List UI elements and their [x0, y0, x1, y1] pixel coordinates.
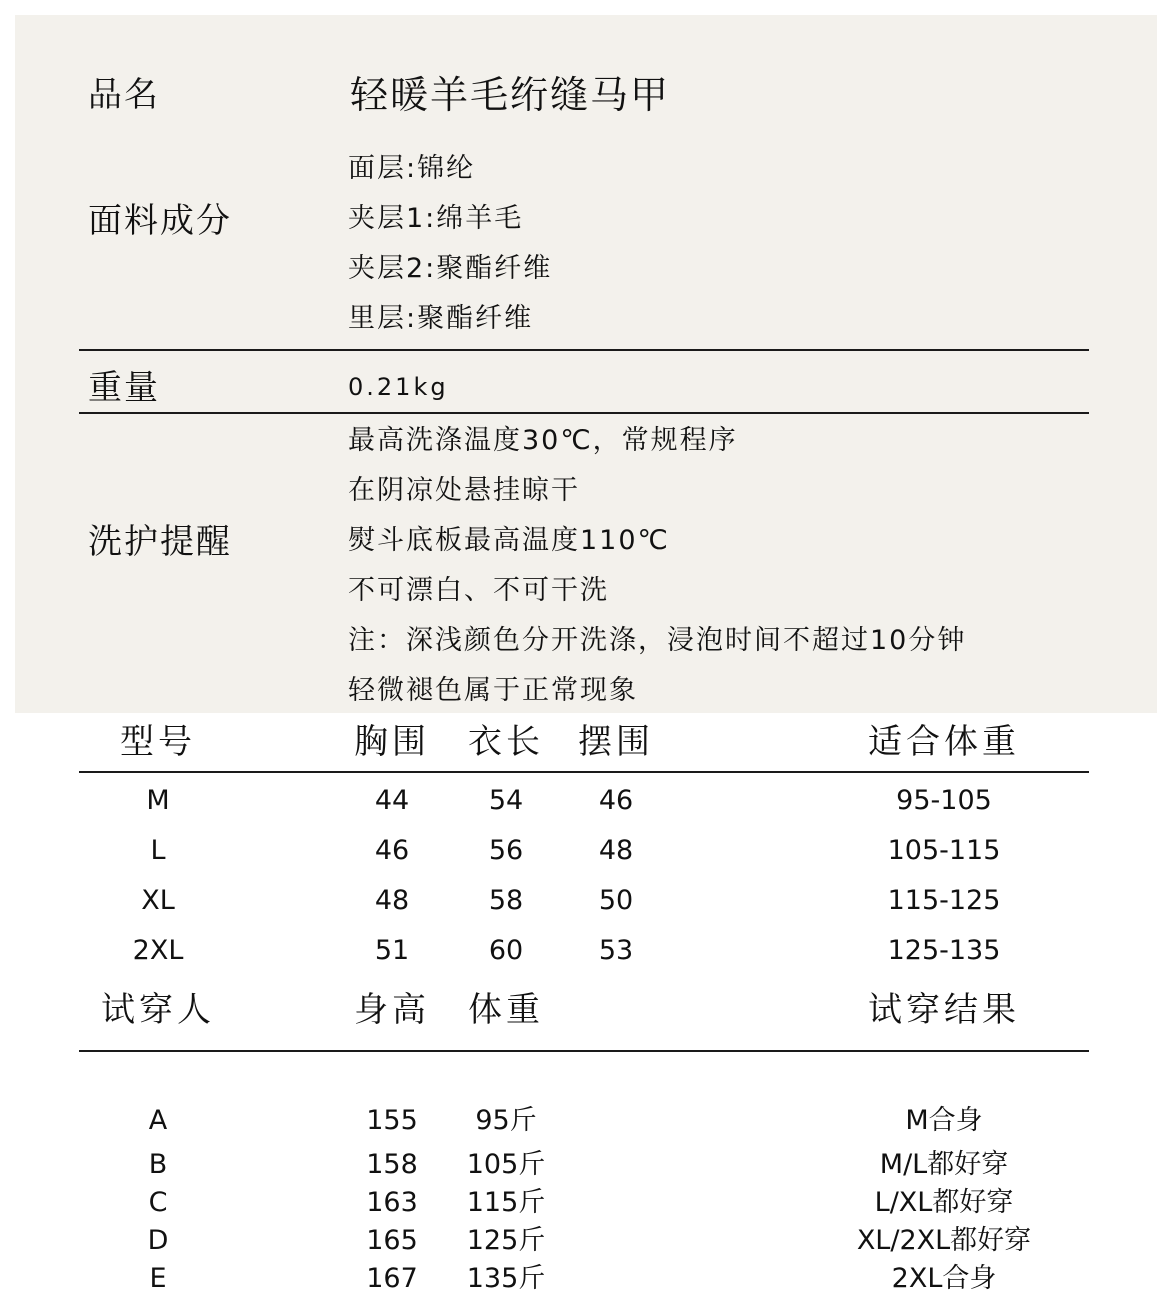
care-line: 在阴凉处悬挂晾干 — [348, 475, 580, 506]
info-panel — [15, 15, 1157, 713]
size-cell: 46 — [374, 835, 410, 866]
size-header-weight: 适合体重 — [868, 722, 1020, 762]
fit-cell: 2XL合身 — [891, 1263, 997, 1294]
fabric-line: 里层:聚酯纤维 — [348, 303, 534, 334]
size-cell: 2XL — [132, 935, 184, 966]
size-cell: XL — [141, 885, 175, 916]
fit-header-result: 试穿结果 — [868, 990, 1020, 1030]
care-line: 熨斗底板最高温度110℃ — [348, 525, 670, 556]
fit-cell: 155 — [366, 1105, 418, 1136]
size-cell: 51 — [374, 935, 410, 966]
product-name-label: 品名 — [88, 75, 160, 115]
fit-cell: D — [147, 1225, 169, 1256]
fabric-label: 面料成分 — [88, 201, 232, 241]
care-line: 轻微褪色属于正常现象 — [348, 675, 638, 706]
fabric-line: 夹层1:绵羊毛 — [348, 203, 524, 234]
fit-cell: M合身 — [905, 1105, 983, 1136]
fit-cell: C — [148, 1187, 168, 1218]
size-cell: M — [146, 785, 170, 816]
fit-header-tester: 试穿人 — [101, 990, 215, 1030]
weight-label: 重量 — [88, 368, 160, 408]
size-cell: 50 — [598, 885, 634, 916]
fit-cell: 167 — [366, 1263, 418, 1294]
size-cell: 54 — [488, 785, 524, 816]
size-header-length: 衣长 — [468, 722, 544, 762]
size-header-hem: 摆围 — [578, 722, 654, 762]
fit-cell: XL/2XL都好穿 — [856, 1225, 1032, 1256]
fit-cell: 135斤 — [466, 1263, 546, 1294]
fit-cell: 165 — [366, 1225, 418, 1256]
divider — [79, 1050, 1089, 1052]
size-header-chest: 胸围 — [354, 722, 430, 762]
size-cell: 56 — [488, 835, 524, 866]
size-cell: 95-105 — [896, 785, 992, 816]
size-cell: 53 — [598, 935, 634, 966]
divider — [79, 412, 1089, 414]
fit-cell: 158 — [366, 1149, 418, 1180]
size-cell: 46 — [598, 785, 634, 816]
size-cell: 44 — [374, 785, 410, 816]
size-header-model: 型号 — [120, 722, 196, 762]
size-cell: 105-115 — [887, 835, 1001, 866]
fit-cell: 125斤 — [466, 1225, 546, 1256]
fit-cell: E — [149, 1263, 167, 1294]
fit-cell: 163 — [366, 1187, 418, 1218]
size-cell: 58 — [488, 885, 524, 916]
fit-cell: M/L都好穿 — [879, 1149, 1009, 1180]
care-line: 注：深浅颜色分开洗涤，浸泡时间不超过10分钟 — [348, 625, 967, 656]
fit-cell: 105斤 — [466, 1149, 546, 1180]
divider — [79, 349, 1089, 351]
size-cell: 115-125 — [887, 885, 1001, 916]
size-cell: 48 — [374, 885, 410, 916]
care-label: 洗护提醒 — [88, 522, 232, 562]
size-cell: 125-135 — [887, 935, 1001, 966]
fit-cell: 95斤 — [475, 1105, 537, 1136]
fabric-line: 面层:锦纶 — [348, 153, 476, 184]
product-name-value: 轻暖羊毛绗缝马甲 — [350, 73, 671, 117]
care-line: 不可漂白、不可干洗 — [348, 575, 609, 606]
fit-cell: L/XL都好穿 — [874, 1187, 1014, 1218]
weight-value: 0.21kg — [348, 373, 449, 401]
divider — [79, 771, 1089, 773]
fit-cell: B — [148, 1149, 168, 1180]
fit-cell: 115斤 — [466, 1187, 546, 1218]
fabric-line: 夹层2:聚酯纤维 — [348, 253, 553, 284]
size-cell: L — [150, 835, 166, 866]
size-cell: 60 — [488, 935, 524, 966]
fit-header-weight: 体重 — [468, 990, 544, 1030]
care-line: 最高洗涤温度30℃，常规程序 — [348, 425, 738, 456]
fit-header-height: 身高 — [354, 990, 430, 1030]
size-cell: 48 — [598, 835, 634, 866]
fit-cell: A — [148, 1105, 168, 1136]
